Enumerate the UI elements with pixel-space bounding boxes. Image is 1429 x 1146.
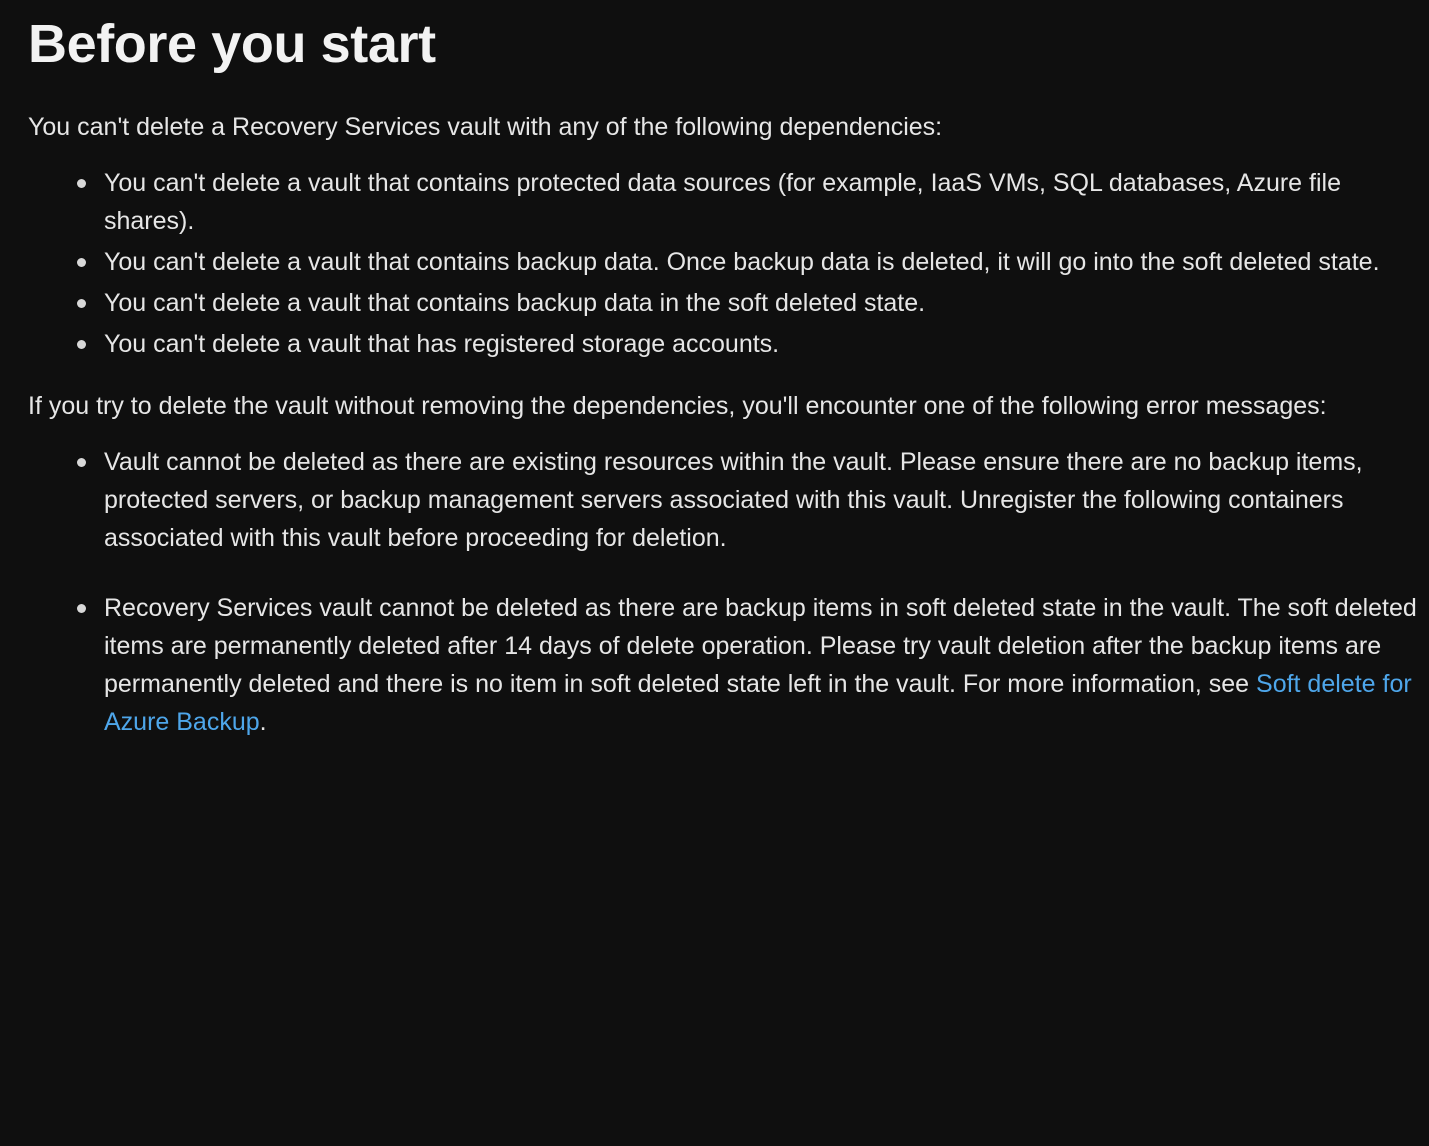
list-item: You can't delete a vault that contains backup data in the soft deleted state. (28, 284, 1421, 322)
list-item: You can't delete a vault that contains backup data. Once backup data is deleted, it will go into the soft deleted state. (28, 243, 1421, 281)
error-text-after-link: . (259, 708, 267, 737)
errors-paragraph: If you try to delete the vault without removing the dependencies, you'll encounter one of the following error messages: (28, 392, 1327, 421)
page-title: Before you start (28, 14, 436, 74)
error-messages-list (28, 443, 1421, 741)
list-item: You can't delete a vault that has registered storage accounts. (28, 325, 1421, 363)
soft-delete-doc-link[interactable]: Soft delete for Azure Backup (104, 670, 1412, 737)
intro-paragraph: You can't delete a Recovery Services vault with any of the following dependencies: (28, 113, 943, 142)
list-item: Vault cannot be deleted as there are existing resources within the vault. Please ensure there are no backup items, protected servers, or backup management servers associated with this vault. Unregister the following containers associated with this vault before proceeding for deletion. (28, 443, 1421, 557)
list-item (28, 589, 1421, 741)
error-text-before-link: Recovery Services vault cannot be deleted as there are backup items in soft deleted state in the vault. The soft deleted items are permanently deleted after 14 days of delete operation. Please try vault deletion after the backup items are permanently deleted and there is no item in soft deleted state left in the vault. For more information, see (104, 594, 1417, 699)
dependencies-list (28, 164, 1421, 363)
list-item: You can't delete a vault that contains protected data sources (for example, IaaS VMs, SQL databases, Azure file shares). (28, 164, 1421, 240)
